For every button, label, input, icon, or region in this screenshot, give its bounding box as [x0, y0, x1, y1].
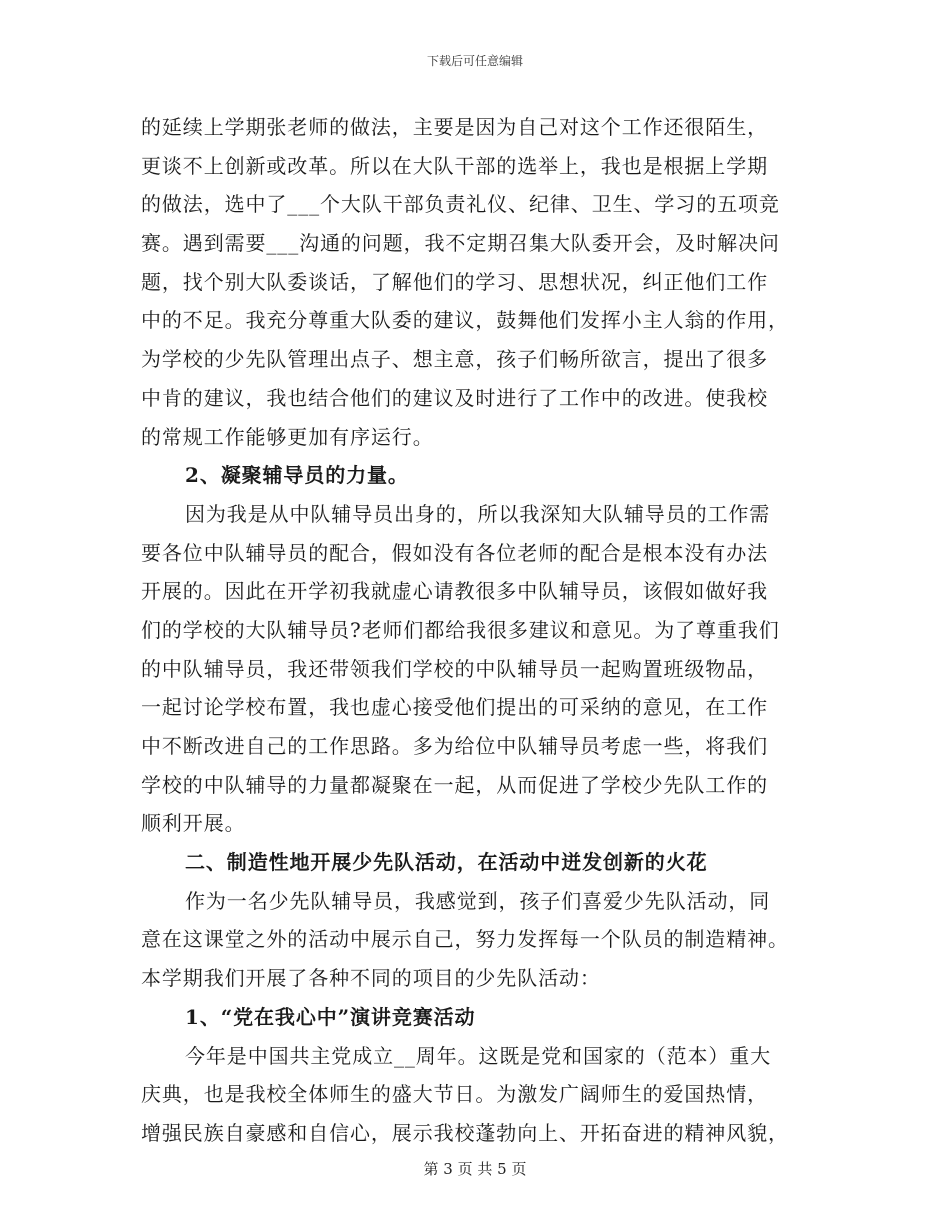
text-line: 为学校的少先队管理出点子、想主意，孩子们畅所欲言，提出了很多	[141, 347, 768, 372]
text-line: 开展的。因此在开学初我就虚心请教很多中队辅导员，该假如做好我	[141, 579, 768, 604]
text-line: 增强民族自豪感和自信心，展示我校蓬勃向上、开拓奋进的精神风貌，	[141, 1120, 789, 1145]
text-line: 题，找个别大队委谈话，了解他们的学习、思想状况，纠正他们工作	[141, 269, 768, 294]
page-header: 下载后可任意编辑	[426, 54, 523, 68]
section-heading: 二、制造性地开展少先队活动，在活动中迸发创新的火花	[185, 850, 708, 875]
text-line: 赛。遇到需要___沟通的问题，我不定期召集大队委开会，及时解决问	[141, 231, 780, 256]
text-line: 的做法，选中了___个大队干部负责礼仪、纪律、卫生、学习的五项竞	[141, 192, 780, 217]
text-line: 的延续上学期张老师的做法，主要是因为自己对这个工作还很陌生，	[141, 115, 768, 139]
text-line: 中不断改进自己的工作思路。多为给位中队辅导员考虑一些，将我们	[141, 734, 768, 758]
text-line: 本学期我们开展了各种不同的项目的少先队活动：	[141, 966, 601, 991]
text-line: 中肯的建议，我也结合他们的建议及时进行了工作中的改进。使我校	[141, 385, 768, 410]
text-line: 的常规工作能够更加有序运行。	[141, 424, 434, 449]
text-line: 因为我是从中队辅导员出身的，所以我深知大队辅导员的工作需	[185, 501, 771, 526]
text-line: 顺利开展。	[141, 811, 246, 836]
text-line: 学校的中队辅导的力量都凝聚在一起，从而促进了学校少先队工作的	[141, 772, 768, 797]
text-line: 庆典，也是我校全体师生的盛大节日。为激发广阔师生的爱国热情，	[141, 1082, 768, 1107]
text-line: 一起讨论学校布置，我也虚心接受他们提出的可采纳的意见，在工作	[141, 695, 768, 720]
text-line: 的中队辅导员，我还带领我们学校的中队辅导员一起购置班级物品，	[141, 656, 768, 681]
text-line: 们的学校的大队辅导员?老师们都给我很多建议和意见。为了尊重我们	[141, 617, 780, 642]
section-heading: 1、“党在我心中”演讲竞赛活动	[185, 1004, 476, 1029]
text-line: 作为一名少先队辅导员，我感觉到，孩子们喜爱少先队活动，同	[185, 888, 771, 913]
text-line: 要各位中队辅导员的配合，假如没有各位老师的配合是根本没有办法	[141, 540, 768, 565]
section-heading: 2、凝聚辅导员的力量。	[185, 463, 409, 488]
text-line: 意在这课堂之外的活动中展示自己，努力发挥每一个队员的制造精神。	[141, 927, 789, 952]
text-line: 更谈不上创新或改革。所以在大队干部的选举上，我也是根据上学期	[141, 153, 768, 178]
text-line: 今年是中国共主党成立__周年。这既是党和国家的（范本）重大	[185, 1043, 772, 1068]
text-line: 中的不足。我充分尊重大队委的建议，鼓舞他们发挥小主人翁的作用，	[141, 308, 789, 333]
page-footer: 第 3 页 共 5 页	[423, 1160, 527, 1178]
document-body	[141, 108, 813, 1153]
